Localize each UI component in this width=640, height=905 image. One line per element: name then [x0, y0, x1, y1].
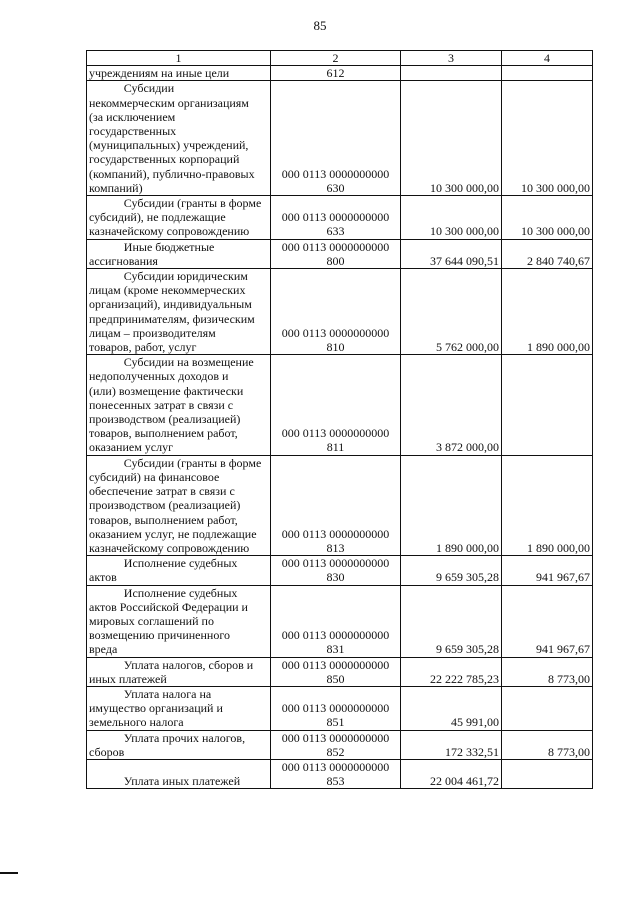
table-header: [87, 51, 593, 66]
row-name-cell: Субсидии (гранты в форме субсидий) на финансовое обеспечение затрат в связи с производством (реализацией) товаров, выполнением работ, оказанием услуг, не подлежащие казначейскому сопровождению: [87, 455, 271, 555]
row-value-col3: 10 300 000,00: [401, 81, 502, 196]
table-row: [87, 657, 593, 686]
table-row: [87, 585, 593, 657]
row-value-col4: 941 967,67: [502, 556, 593, 585]
header-col-2: 2: [271, 51, 401, 66]
row-code-cell: 000 0113 0000000000 851: [271, 686, 401, 730]
row-value-col3: 10 300 000,00: [401, 196, 502, 240]
row-value-col4: 1 890 000,00: [502, 455, 593, 555]
header-row: [87, 51, 593, 66]
row-value-col3: 9 659 305,28: [401, 556, 502, 585]
table-row: [87, 730, 593, 759]
page-number: 85: [313, 18, 327, 33]
row-code-cell: 000 0113 0000000000 633: [271, 196, 401, 240]
row-value-col3: 45 991,00: [401, 686, 502, 730]
row-code-cell: 000 0113 0000000000 852: [271, 730, 401, 759]
row-code-cell: 000 0113 0000000000 800: [271, 239, 401, 268]
row-value-col4: 10 300 000,00: [502, 196, 593, 240]
row-value-col4: [502, 66, 593, 81]
row-value-col3: 37 644 090,51: [401, 239, 502, 268]
row-name-cell: учреждениям на иные цели: [87, 66, 271, 81]
row-code-cell: 000 0113 0000000000 810: [271, 269, 401, 355]
table-body: [87, 66, 593, 789]
row-value-col4: [502, 355, 593, 455]
row-value-col3: 172 332,51: [401, 730, 502, 759]
row-value-col3: 22 004 461,72: [401, 759, 502, 788]
table-row: [87, 66, 593, 81]
row-value-col3: 1 890 000,00: [401, 455, 502, 555]
table-row: [87, 269, 593, 355]
table-row: [87, 686, 593, 730]
table-row: [87, 455, 593, 555]
margin-mark: [0, 872, 18, 874]
row-code-cell: 000 0113 0000000000 831: [271, 585, 401, 657]
header-col-1: 1: [87, 51, 271, 66]
row-value-col4: 10 300 000,00: [502, 81, 593, 196]
table-row: [87, 196, 593, 240]
row-name-cell: Уплата иных платежей: [87, 759, 271, 788]
table-row: [87, 556, 593, 585]
header-col-3: 3: [401, 51, 502, 66]
row-name-cell: Субсидии (гранты в форме субсидий), не подлежащие казначейскому сопровождению: [87, 196, 271, 240]
row-value-col4: [502, 686, 593, 730]
row-code-cell: 000 0113 0000000000 850: [271, 657, 401, 686]
row-name-cell: Субсидии на возмещение недополученных доходов и (или) возмещение фактически понесенных затрат в связи с производством (реализацией) товаров, выполнением работ, оказанием услуг: [87, 355, 271, 455]
row-name-cell: Иные бюджетные ассигнования: [87, 239, 271, 268]
budget-table: [86, 50, 593, 789]
row-name-cell: Уплата прочих налогов, сборов: [87, 730, 271, 759]
row-name-cell: Субсидии некоммерческим организациям (за исключением государственных (муниципальных) учреждений, государственных корпораций (компаний), публично-правовых компаний): [87, 81, 271, 196]
row-code-cell: 000 0113 0000000000 830: [271, 556, 401, 585]
row-value-col3: 9 659 305,28: [401, 585, 502, 657]
row-name-cell: Уплата налога на имущество организаций и земельного налога: [87, 686, 271, 730]
row-code-cell: 000 0113 0000000000 630: [271, 81, 401, 196]
row-value-col3: 5 762 000,00: [401, 269, 502, 355]
row-code-cell: 000 0113 0000000000 853: [271, 759, 401, 788]
row-name-cell: Исполнение судебных актов Российской Федерации и мировых соглашений по возмещению причиненного вреда: [87, 585, 271, 657]
row-code-cell: 000 0113 0000000000 813: [271, 455, 401, 555]
table-row: [87, 759, 593, 788]
row-value-col4: 2 840 740,67: [502, 239, 593, 268]
header-col-4: 4: [502, 51, 593, 66]
table-row: [87, 81, 593, 196]
row-value-col3: 22 222 785,23: [401, 657, 502, 686]
row-code-cell: 000 0113 0000000000 811: [271, 355, 401, 455]
row-name-cell: Уплата налогов, сборов и иных платежей: [87, 657, 271, 686]
row-code-cell: 612: [271, 66, 401, 81]
table-row: [87, 355, 593, 455]
row-name-cell: Субсидии юридическим лицам (кроме некоммерческих организаций), индивидуальным предпринимателям, физическим лицам – производителям товаров, работ, услуг: [87, 269, 271, 355]
row-value-col3: [401, 66, 502, 81]
row-value-col4: 8 773,00: [502, 730, 593, 759]
row-value-col4: 941 967,67: [502, 585, 593, 657]
row-name-cell: Исполнение судебных актов: [87, 556, 271, 585]
row-value-col4: 8 773,00: [502, 657, 593, 686]
row-value-col4: [502, 759, 593, 788]
table-row: [87, 239, 593, 268]
row-value-col3: 3 872 000,00: [401, 355, 502, 455]
row-value-col4: 1 890 000,00: [502, 269, 593, 355]
